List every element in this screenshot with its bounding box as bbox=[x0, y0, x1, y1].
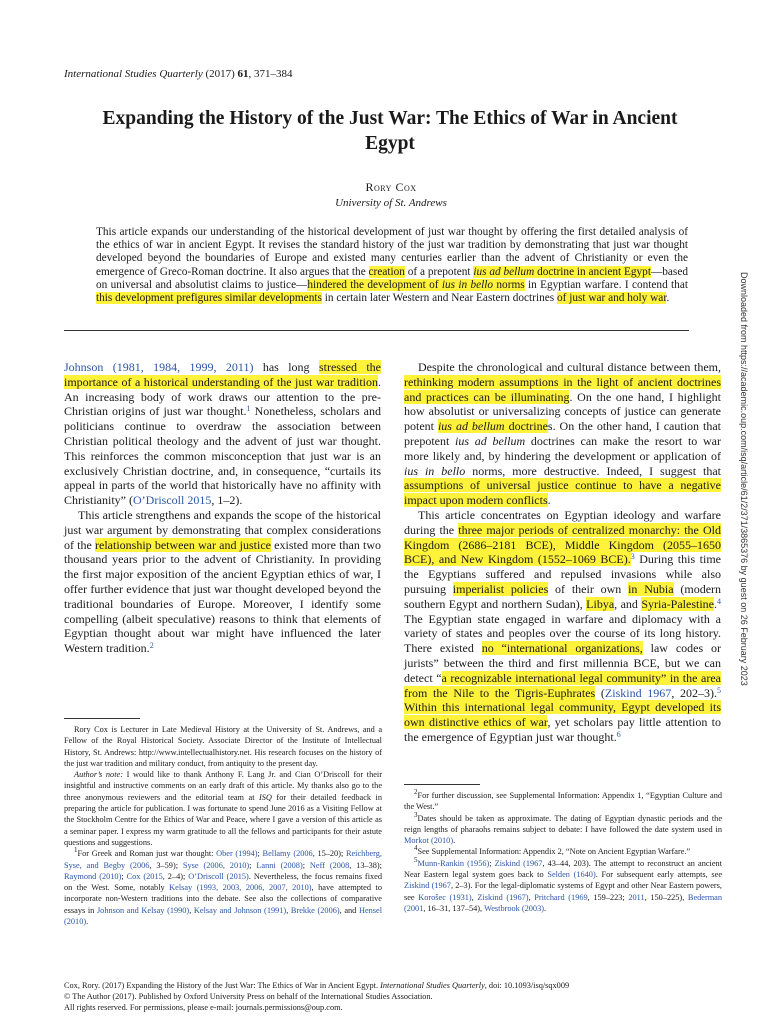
highlight: ius in bello bbox=[441, 278, 494, 291]
author-affiliation: University of St. Andrews bbox=[335, 197, 447, 209]
citation-link[interactable]: Ziskind 1967 bbox=[604, 685, 672, 700]
highlight: stressed the importance of a historical understanding of the just war tradition bbox=[64, 360, 381, 389]
highlight: doctrine in ancient Egypt bbox=[537, 265, 651, 278]
highlight: ius ad bellum bbox=[437, 419, 505, 434]
highlight: norms bbox=[496, 278, 525, 291]
highlight: of just war and holy war bbox=[556, 292, 667, 305]
footnote-ref[interactable]: 6 bbox=[616, 729, 621, 739]
footnote-ref[interactable]: 3 bbox=[630, 552, 635, 562]
journal-year: (2017) bbox=[205, 68, 235, 80]
highlight: no “international organizations, bbox=[481, 641, 643, 656]
citation-link[interactable]: Johnson (1981, 1984, 1999, 2011) bbox=[64, 360, 254, 374]
footnote-divider bbox=[64, 718, 140, 719]
citation-link[interactable]: O’Driscoll 2015 bbox=[133, 493, 212, 508]
footnote-ref[interactable]: 2 bbox=[149, 641, 154, 651]
author-name: Rory Cox bbox=[365, 180, 417, 194]
body-column-right bbox=[404, 360, 721, 745]
citation-link[interactable]: Syse (2006, 2010) bbox=[182, 860, 250, 870]
highlight: three major periods of centralized monarchy: the Old Kingdom (2686–2181 BCE), Middle Kingdom (2055–1650 BCE), and New Kingdom (1552–1069 BCE). bbox=[404, 522, 721, 567]
paragraph: Despite the chronological and cultural distance between them, rethinking modern assumptions in the light of ancient doctrines and practices can be illuminating. On the one hand, I highlight how absolutist or universalizing concepts of justice can generate potent ius ad bellum doctrines. On the other hand, I caution that prepotent ius ad bellum doctrines can make the resort to war more likely and, by hindering the development or application of ius in bello norms, more destructive. Indeed, I suggest that assumptions of universal justice continue to have a negative impact upon modern conflicts. bbox=[404, 360, 722, 508]
footnotes-left bbox=[64, 724, 382, 927]
highlight: imperialist policies bbox=[452, 581, 549, 596]
author-note: Author’s note: I would like to thank Anthony F. Lang Jr. and Cian O’Driscoll for their insightful and instructive comments on an early draft of this article. My thanks also go to the three anonymous reviewers and the editorial team at ISQ for their detailed feedback in preparing the article for publication. I was fortunate to spend June 2016 as a Visiting Fellow at the Stockholm Centre for the Ethics of War and Peace, where I gave a version of this article as a seminar paper. I express my warm gratitude to all the fellows and participants for their astute questions and suggestions. bbox=[64, 770, 382, 847]
citation-link[interactable]: Hensel (2010) bbox=[64, 905, 383, 927]
citation-link[interactable]: Ziskind (1967 bbox=[494, 858, 543, 868]
highlight: in Nubia bbox=[628, 581, 674, 596]
citation-link[interactable]: Kelsay and Johnson (1991) bbox=[193, 905, 287, 915]
citation-link[interactable]: Morkot (2010) bbox=[404, 836, 454, 846]
citation-link[interactable]: O’Driscoll (2015) bbox=[188, 871, 249, 881]
citation-link[interactable]: Lanni (2008) bbox=[256, 860, 303, 870]
footnote-ref[interactable]: 1 bbox=[246, 404, 251, 414]
abstract-divider bbox=[64, 330, 689, 331]
citation-link[interactable]: Pritchard (1969 bbox=[534, 892, 588, 902]
citation-link[interactable]: Ober (1994) bbox=[216, 849, 258, 859]
citation-link[interactable]: 2011 bbox=[628, 892, 645, 902]
footnote: $^3$Dates should be taken as approximate. The dating of Egyptian dynastic periods and the reign lengths of pharaohs remains subject to debate: I have followed the date system used in Morkot (2010). bbox=[404, 810, 722, 846]
journal-volume: 61 bbox=[237, 68, 249, 80]
citation-link[interactable]: Selden (1640) bbox=[547, 870, 596, 880]
highlight: Syria-Palestine bbox=[641, 596, 715, 611]
journal-header bbox=[64, 68, 293, 80]
citation-link[interactable]: Ziskind (1967) bbox=[477, 892, 529, 902]
citation-footer bbox=[64, 980, 724, 1013]
citation-link[interactable]: Cox (2015 bbox=[126, 871, 163, 881]
citation-link[interactable]: Reichberg, Syse, and Begby (2006 bbox=[64, 849, 382, 870]
journal-name: International Studies Quarterly bbox=[64, 68, 203, 80]
abstract: This article expands our understanding of the historical development of just war thought by offering the first detailed analysis of the ethics of war in ancient Egypt. It revises the standard history of the just war tradition by demonstrating that just war thought developed beyond the boundaries of Europe and existed many centuries earlier than the advent of Christianity or even the emergence of Greco-Roman doctrine. It also argues that the creation of a prepotent ius ad bellum doctrine in ancient Egypt—based on universal and absolutist claims to justice—hindered the development of ius in bello norms in Egyptian warfare. I contend that this development prefigures similar developments in certain later Western and Near Eastern doctrines of just war and holy war. bbox=[96, 226, 688, 305]
footnote-ref[interactable]: 4 bbox=[717, 596, 722, 606]
citation-link[interactable]: Raymond (2010) bbox=[64, 871, 122, 881]
footnote: $^1$For Greek and Roman just war thought: Ober (1994); Bellamy (2006, 15–20); Reichberg, Syse, and Begby (2006, 3–59); Syse (2006, 2010); Lanni (2008); Neff (2008, 13–38); Raymond (2010); Cox (2015, 2–4); O’Driscoll (2015). Nevertheless, the focus remains fixed on the West. Some, notably Kelsay (1993, 2003, 2006, 2007, 2010), have attempted to incorporate non-Western traditions into the debate. See also the collections of comparative essays in Johnson and Kelsay (1990), Kelsay and Johnson (1991), Brekke (2006), and Hensel (2010). bbox=[64, 846, 383, 927]
highlight: a recognizable international legal community” in the area from the Nile to the Tigris-Euphrates bbox=[404, 670, 721, 700]
paragraph: This article strengthens and expands the scope of the historical just war argument by demonstrating that complex considerations of the relationship between war and justice existed more than two thousand years prior to the advent of Christianity. In providing the first major exposition of the ancient Egyptian ethics of war, I offer further evidence that just war thought developed beyond the traditional boundaries of Europe. Moreover, I identify some compelling (albeit speculative) reasons to think that elements of Egyptian thought about war might have influenced the later Western tradition.$^2$ bbox=[64, 507, 382, 656]
body-column-left bbox=[64, 360, 381, 656]
highlight: doctrine bbox=[508, 419, 548, 434]
journal-pages: , 371–384 bbox=[248, 68, 293, 80]
highlight: relationship between war and justice bbox=[95, 537, 271, 552]
citation-line: Cox, Rory. (2017) Expanding the History of the Just War: The Ethics of War in Ancient Egypt. International Studies Quarterly, doi: 10.1093/isq/sqx009 bbox=[64, 981, 570, 990]
citation-link[interactable]: Brekke (2006) bbox=[290, 905, 340, 915]
footnote: $^4$See Supplemental Information: Appendix 2, “Note on Ancient Egyptian Warfare.” bbox=[414, 844, 691, 857]
paragraph: This article concentrates on Egyptian ideology and warfare during the three major periods of centralized monarchy: the Old Kingdom (2686–2181 BCE), Middle Kingdom (2055–1650 BCE), and New Kingdom (1552–1069 BCE).$^3$ During this time the Egyptians suffered and repulsed invasions while also pursuing imperialist policies of their own in Nubia (modern southern Egypt and northern Sudan), Libya, and Syria-Palestine.$^4$ The Egyptian state engaged in warfare and diplomacy with a variety of states and peoples over the course of its long history. There existed no “international organizations, law codes or jurists” between the third and first millennia BCE, but we can detect “a recognizable international legal community” in the area from the Nile to the Tigris-Euphrates (Ziskind 1967, 202–3).$^5$ Within this international legal community, Egypt developed its own distinctive ethics of war, yet scholars pay little attention to the emergence of Egyptian just war thought.$^6$ bbox=[404, 507, 722, 744]
copyright-line: © The Author (2017). Published by Oxford University Press on behalf of the International Studies Association. bbox=[64, 992, 433, 1001]
article-title: Expanding the History of the Just War: The Ethics of War in Ancient Egypt bbox=[102, 108, 678, 154]
citation-link[interactable]: Ziskind (1967 bbox=[404, 881, 451, 891]
citation-link[interactable]: Bederman (2001 bbox=[404, 892, 723, 913]
highlight: rethinking modern assumptions in the light of ancient doctrines and practices can be illuminating bbox=[404, 374, 721, 404]
highlight: assumptions of universal justice continue to have a negative impact upon modern conflicts bbox=[404, 478, 721, 508]
author-bio: Rory Cox is Lecturer in Late Medieval History at the University of St. Andrews, and a Fellow of the Royal Historical Society. Associate Director of the Institute of Intellectual History, St. Andrews: http://www.intellectualhistory.net. His research focuses on the history of the just war tradition and military conduct, from antiquity to the present day. bbox=[64, 725, 382, 768]
citation-link[interactable]: Johnson and Kelsay (1990) bbox=[96, 905, 190, 915]
citation-link[interactable]: Westbrook (2003) bbox=[484, 903, 544, 913]
footnote: $^2$For further discussion, see Supplemental Information: Appendix 1, “Egyptian Culture and the West.” bbox=[404, 788, 722, 812]
citation-link[interactable]: Bellamy (2006 bbox=[262, 849, 313, 859]
download-watermark: Downloaded from https://academic.oup.com/isq/article/61/2/371/3865376 by guest on 26 February 2023 bbox=[739, 272, 749, 686]
permissions-line: All rights reserved. For permissions, please e-mail: journals.permissions@oup.com. bbox=[64, 1003, 343, 1012]
citation-link[interactable]: Kelsay (1993, 2003, 2006, 2007, 2010) bbox=[169, 883, 312, 893]
highlight: ius ad bellum bbox=[473, 265, 535, 278]
citation-link[interactable]: Munn-Rankin (1956) bbox=[417, 858, 490, 868]
paragraph: Johnson (1981, 1984, 1999, 2011) has long stressed the importance of a historical understanding of the just war tradition. An increasing body of work draws our attention to the pre-Christian origins of just war thought.$^1$ Nonetheless, scholars and politicians continue to overdraw the association between Christian political theology and the advent of just war thought. This reinforces the common misconception that just war is an exclusively Christian doctrine, and, in consequence, “curtails its appeal in parts of the world that historically have no affinity with Christianity” (O’Driscoll 2015, 1–2). bbox=[64, 360, 381, 508]
footnote-divider bbox=[404, 784, 480, 785]
footnote: $^5$Munn-Rankin (1956); Ziskind (1967, 43–44, 203). The attempt to reconstruct an ancient Near Eastern legal system goes back to Selden (1640). For subsequent early attempts, see Ziskind (1967, 2–3). For the legal-diplomatic systems of Egypt and other Near Eastern powers, see Korošec (1931), Ziskind (1967), Pritchard (1969, 159–223; 2011, 150–225), Bederman (2001, 16–31, 137–54), Westbrook (2003). bbox=[404, 855, 723, 913]
highlight: this development prefigures similar developments bbox=[96, 292, 322, 305]
citation-link[interactable]: Neff (2008 bbox=[309, 860, 350, 870]
highlight: Libya bbox=[586, 596, 615, 611]
highlight: creation bbox=[368, 265, 405, 278]
highlight: hindered the development of bbox=[307, 278, 442, 291]
highlight: Within this international legal community, Egypt developed its own distinctive ethics of war bbox=[404, 700, 721, 730]
citation-link[interactable]: Korošec (1931) bbox=[418, 892, 472, 902]
footnote-ref[interactable]: 5 bbox=[717, 685, 722, 695]
footnotes-right bbox=[404, 790, 722, 914]
